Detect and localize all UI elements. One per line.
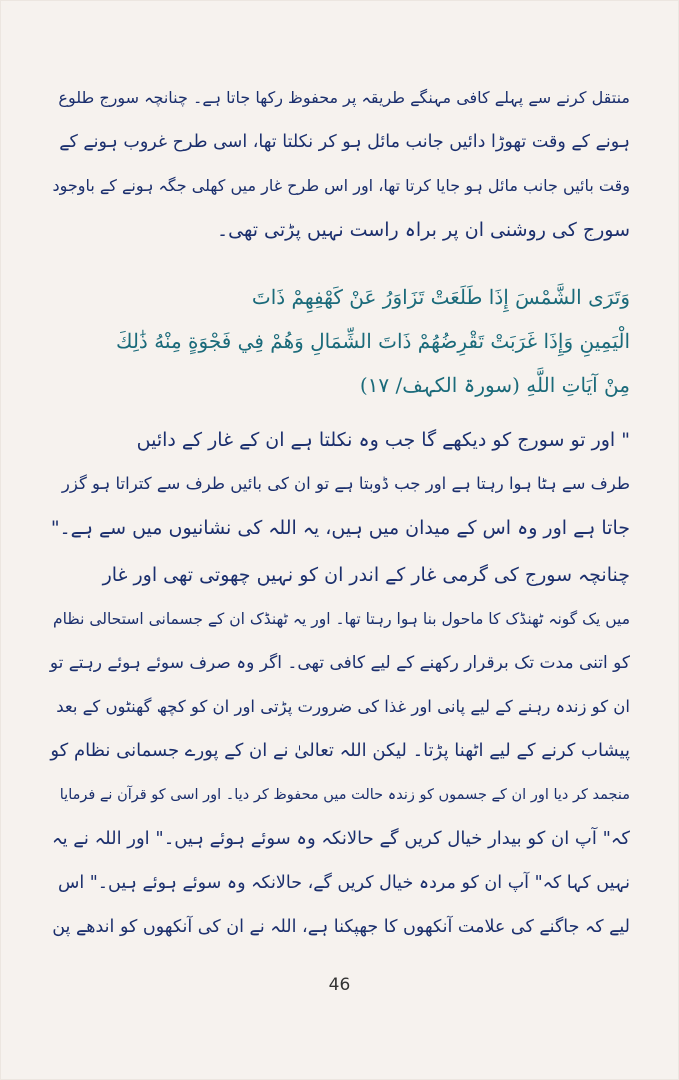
quran-verse: [50, 275, 630, 407]
text-line: منجمد کر دیا اور ان کے جسموں کو زندہ حالت میں محفوظ کر دیا۔ اور اسی کو قرآن نے فرمایا: [59, 787, 630, 803]
text-line: " اور تو سورج کو دیکھے گا جب وہ نکلتا ہے ان کے غار کے دائیں: [136, 429, 630, 451]
text-line: ہونے کے وقت تھوڑا دائیں جانب مائل ہو کر نکلتا تھا، اسی طرح غروب ہونے کے: [59, 132, 630, 152]
text-line: چنانچہ سورج کی گرمی غار کے اندر ان کو نہیں چھوتی تھی اور غار: [102, 564, 630, 586]
paragraph-intro: [50, 76, 630, 252]
paragraph-explanation: [50, 553, 630, 953]
text-line: ان کو زندہ رہنے کے لیے پانی اور غذا کی ضرورت پڑتی اور ان کو کچھ گھنٹوں کے بعد: [56, 697, 630, 716]
text-line: سورج کی روشنی ان پر براہ راست نہیں پڑتی تھی۔: [217, 219, 630, 241]
text-line: میں یک گونہ ٹھنڈک کا ماحول بنا ہوا رہتا تھا۔ اور یہ ٹھنڈک ان کے جسمانی استحالی نظام: [53, 610, 630, 628]
arabic-line: مِنْ آيَاتِ اللَّهِ (سورۃ الکہف/ ۱۷): [359, 373, 630, 397]
text-line: کہ" آپ ان کو بیدار خیال کریں گے حالانکہ وہ سوئے ہوئے ہیں۔" اور اللہ نے یہ: [52, 828, 630, 849]
text-line: نہیں کہا کہ" آپ ان کو مردہ خیال کریں گے، حالانکہ وہ سوئے ہوئے ہیں۔" اس: [57, 873, 630, 893]
text-line: وقت بائیں جانب مائل ہو جایا کرتا تھا، اور اس طرح غار میں کھلی جگہ ہونے کے باوجود: [52, 176, 630, 195]
text-line: لیے کہ جاگنے کی علامت آنکھوں کا جھپکنا ہے، اللہ نے ان کی آنکھوں کو اندھے پن: [52, 917, 630, 937]
text-line: طرف سے ہٹا ہوا رہتا ہے اور جب ڈوبتا ہے تو ان کی بائیں طرف سے کتراتا ہو گزر: [61, 474, 630, 493]
text-line: کو اتنی مدت تک برقرار رکھنے کے لیے کافی تھی۔ اگر وہ صرف سوئے ہوئے رہتے تو: [49, 653, 630, 673]
arabic-line: وَتَرَى الشَّمْسَ إِذَا طَلَعَتْ تَزَاوَرُ عَنْ كَهْفِهِمْ ذَاتَ: [251, 285, 630, 309]
text-line: پیشاب کرنے کے لیے اٹھنا پڑتا۔ لیکن اللہ تعالیٰ نے ان کے پورے جسمانی نظام کو: [50, 740, 630, 761]
text-line: جاتا ہے اور وہ اس کے میدان میں ہیں، یہ اللہ کی نشانیوں میں سے ہے۔": [50, 517, 630, 539]
arabic-line: الْيَمِينِ وَإِذَا غَرَبَتْ تَقْرِضُهُمْ ذَاتَ الشِّمَالِ وَهُمْ فِي فَجْوَةٍ مِنْهُ ذَٰلِكَ: [115, 329, 630, 353]
translation-quote: [50, 418, 630, 550]
text-line: منتقل کرنے سے پہلے کافی مہنگے طریقہ پر محفوظ رکھا جاتا ہے۔ چنانچہ سورج طلوع: [58, 88, 630, 107]
page-number: 46: [328, 975, 351, 995]
